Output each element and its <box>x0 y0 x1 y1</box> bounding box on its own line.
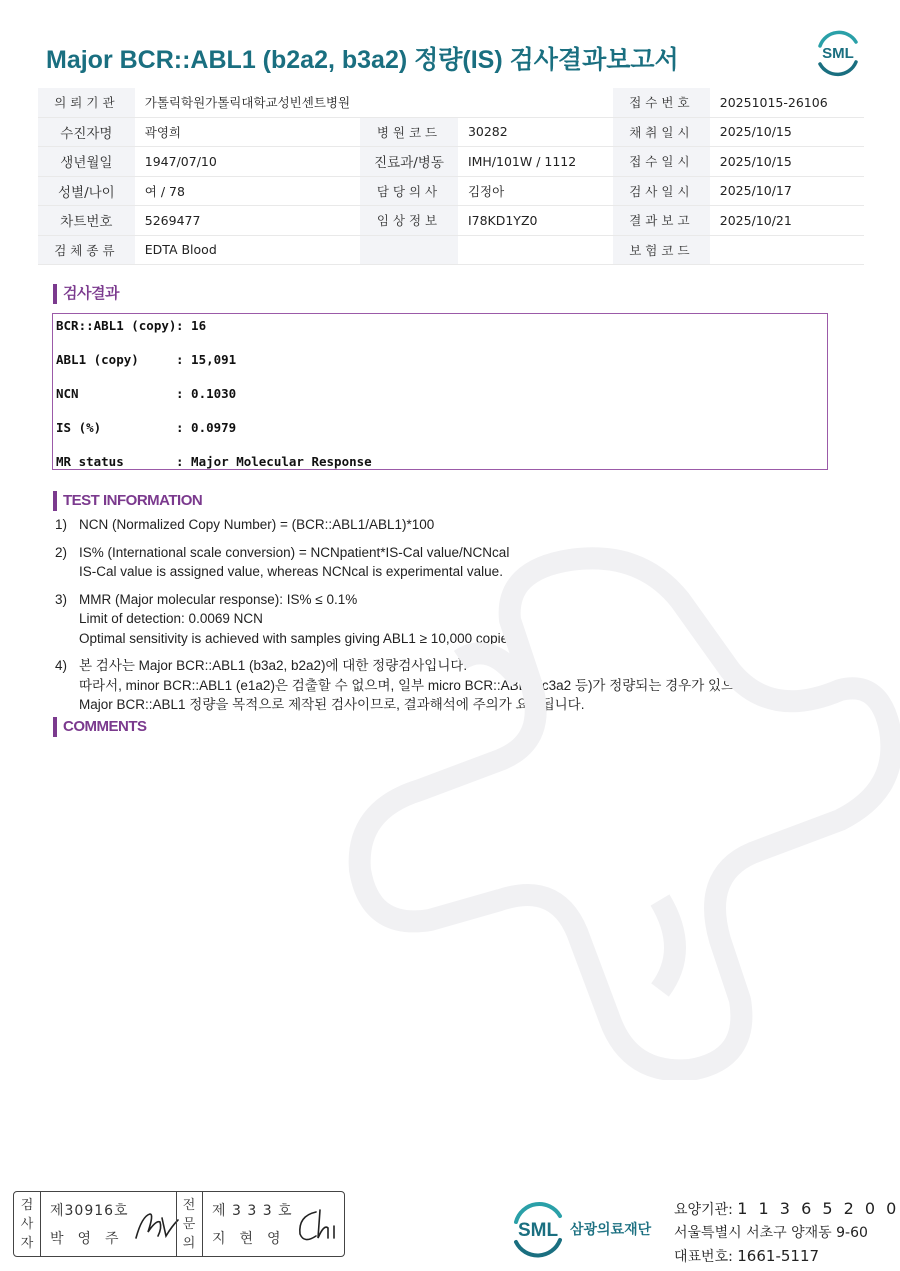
info-label <box>360 235 458 265</box>
info-label: 검체종류 <box>38 235 135 265</box>
results-heading: 검사결과 <box>53 284 119 304</box>
info-label: 임상정보 <box>360 206 458 236</box>
test-info-number: 3) <box>55 591 68 607</box>
info-value: 가톨릭학원가톨릭대학교성빈센트병원 <box>135 88 360 117</box>
result-key: IS (%) <box>56 420 102 435</box>
info-value: EDTA Blood <box>135 235 360 265</box>
info-value: 2025/10/21 <box>710 206 864 236</box>
info-row <box>38 206 864 236</box>
test-info-line: MMR (Major molecular response): IS% ≤ 0.1% <box>79 591 358 607</box>
info-label: 담당의사 <box>360 176 458 206</box>
result-key: NCN <box>56 386 79 401</box>
info-label: 결과보고 <box>613 206 710 236</box>
info-row <box>38 88 864 117</box>
facility-code: 1 1 3 6 5 2 0 0 <box>737 1199 900 1218</box>
test-info-number: 1) <box>55 517 68 532</box>
watermark-cross-icon <box>340 520 900 1080</box>
result-value: : 0.1030 <box>176 386 237 401</box>
info-value: 20251015-26106 <box>710 88 864 117</box>
sml-logo-text: SML <box>822 45 854 62</box>
info-label: 접수일시 <box>613 147 710 177</box>
info-row <box>38 176 864 206</box>
footer-logo-text: SML <box>517 1220 559 1241</box>
info-value <box>710 235 864 265</box>
info-label: 차트번호 <box>38 206 135 236</box>
info-value <box>458 88 613 117</box>
result-row <box>56 420 236 435</box>
info-value: 곽영희 <box>135 117 360 147</box>
test-info-line: IS% (International scale conversion) = NCNpatient*IS-Cal value/NCNcal <box>79 544 510 560</box>
info-value: 1947/07/10 <box>135 147 360 177</box>
result-key: BCR::ABL1 (copy) <box>56 318 177 333</box>
phone-label: 대표번호: <box>674 1249 738 1265</box>
info-value: 김정아 <box>458 176 613 206</box>
info-label <box>360 88 458 117</box>
info-row <box>38 235 864 265</box>
facility-label: 요양기관: <box>674 1202 738 1218</box>
result-value: : 0.0979 <box>176 420 237 435</box>
test-info-number: 4) <box>55 658 68 673</box>
info-label: 보험코드 <box>613 235 710 265</box>
comments-heading: COMMENTS <box>53 717 147 737</box>
footer-org-name: 삼광의료재단 <box>570 1222 652 1238</box>
test-info-line: Limit of detection: 0.0069 NCN <box>79 611 263 626</box>
info-label: 생년월일 <box>38 147 135 177</box>
result-row <box>56 352 236 367</box>
specialist-license: 제 3 3 3 호 <box>212 1203 293 1219</box>
result-row <box>56 386 236 401</box>
test-info-line: Optimal sensitivity is achieved with samples giving ABL1 ≥ 10,000 copies. <box>79 630 519 646</box>
info-label: 진료과/병동 <box>360 147 458 177</box>
examiner-name: 박영주 <box>50 1231 133 1247</box>
info-value <box>458 235 613 265</box>
info-label: 채취일시 <box>613 117 710 147</box>
info-label: 병원코드 <box>360 117 458 147</box>
result-key: ABL1 (copy) <box>56 352 139 367</box>
info-value: IMH/101W / 1112 <box>458 147 613 177</box>
sml-logo <box>812 28 864 78</box>
result-value: : Major Molecular Response <box>176 454 372 469</box>
test-info-line: IS-Cal value is assigned value, whereas NCNcal is experimental value. <box>79 564 503 579</box>
info-label: 접수번호 <box>613 88 710 117</box>
specialist-signature-icon <box>294 1204 342 1248</box>
info-label: 검사일시 <box>613 176 710 206</box>
info-row <box>38 147 864 177</box>
info-value: 5269477 <box>135 206 360 236</box>
info-label: 수진자명 <box>38 117 135 147</box>
results-box <box>52 313 828 470</box>
signature-box <box>13 1191 345 1257</box>
test-info-line: NCN (Normalized Copy Number) = (BCR::ABL1/ABL1)*100 <box>79 517 435 532</box>
footer-sml-logo <box>508 1198 568 1258</box>
info-label: 성별/나이 <box>38 176 135 206</box>
test-info-line: Major BCR::ABL1 정량을 목적으로 제작된 검사이므로, 결과해석에 주의가 요구됩니다. <box>79 697 585 712</box>
specialist-name: 지현영 <box>212 1231 295 1247</box>
examiner-signature-icon <box>132 1206 180 1246</box>
test-info-line: 본 검사는 Major BCR::ABL1 (b3a2, b2a2)에 대한 정량검사입니다. <box>79 658 468 673</box>
test-information-heading: TEST INFORMATION <box>53 491 202 511</box>
examiner-license: 제30916호 <box>50 1203 129 1219</box>
info-label: 의뢰기관 <box>38 88 135 117</box>
specialist-label: 전 문 의 <box>182 1198 196 1251</box>
examiner-label: 검 사 자 <box>20 1198 34 1251</box>
patient-info-table <box>38 88 864 265</box>
info-value: 여 / 78 <box>135 176 360 206</box>
footer-address: 서울특별시 서초구 양재동 9-60 <box>674 1225 868 1241</box>
footer-info <box>674 1197 899 1269</box>
result-row <box>56 454 372 469</box>
result-value: : 16 <box>176 318 207 333</box>
phone-number: 1661-5117 <box>737 1247 820 1265</box>
info-row <box>38 117 864 147</box>
report-title: Major BCR::ABL1 (b2a2, b3a2) 정량(IS) 검사결과보고서 <box>46 46 679 74</box>
result-value: : 15,091 <box>176 352 237 367</box>
info-value: I78KD1YZ0 <box>458 206 613 236</box>
test-info-number: 2) <box>55 544 68 560</box>
info-value: 2025/10/15 <box>710 147 864 177</box>
info-value: 30282 <box>458 117 613 147</box>
info-value: 2025/10/17 <box>710 176 864 206</box>
result-row <box>56 318 206 333</box>
info-value: 2025/10/15 <box>710 117 864 147</box>
test-info-line: 따라서, minor BCR::ABL1 (e1a2)은 검출할 수 없으며, 일부 micro BCR::ABL1 (c3a2 등)가 정량되는 경우가 있으나, <box>79 677 751 693</box>
result-key: MR status <box>56 454 124 469</box>
